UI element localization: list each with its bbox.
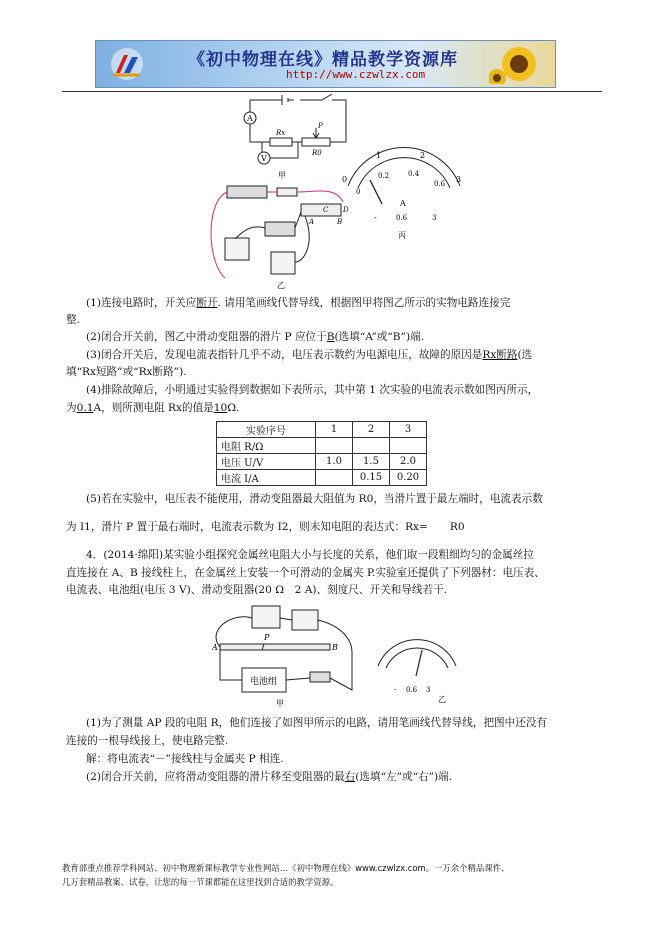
- ammeter-symbol-label: A: [247, 114, 253, 123]
- footer-line-1: 教育部重点推荐学科网站、初中物理新课标教学专业性网站…《初中物理在线》www.czwlzx.com。一万余个精品课件、: [62, 863, 510, 873]
- dial-bottom-tick-02: 0.2: [378, 172, 390, 180]
- p4-line-1: 4．(2014·绵阳)某实验小组探究金属丝电阻大小与长度的关系，他们取一段粗细均匀的金属丝拉: [86, 549, 534, 561]
- table-cell: 电流 I/A: [217, 470, 316, 486]
- p4q2-answer: 右: [344, 771, 356, 783]
- dial-unit: A: [400, 199, 406, 208]
- table-cell: 电阻 R/Ω: [217, 438, 316, 454]
- q1-line-cont: 整.: [66, 314, 80, 326]
- dial-top-tick-2: 2: [420, 151, 426, 160]
- q5-line-cont: 为 I1，滑片 P 置于最右端时，电流表示数为 I2，则未知电阻的表达式：Rx= R0: [66, 521, 465, 533]
- dial-end-3: 3: [456, 175, 462, 184]
- figure-yi-caption-2: 乙: [438, 695, 446, 704]
- dial-terminal-06: 0.6: [406, 686, 418, 694]
- table-cell: 0.15: [353, 470, 390, 486]
- table-cell: [390, 438, 427, 454]
- dial-end-0: 0: [342, 175, 348, 184]
- table-row: [217, 422, 427, 438]
- p4q2-line: (2)闭合开关前，应将滑动变阻器的滑片移至变阻器的最右(选填“左”或“右”)端.: [86, 771, 453, 783]
- q2-answer: B: [326, 331, 335, 343]
- table-cell: 1: [316, 422, 353, 438]
- dial-bottom-tick-06: 0.6: [434, 180, 446, 188]
- q4-line: (4)排除故障后，小明通过实验得到数据如下表所示，其中第 1 次实验的电流表示数如图丙所示，: [86, 384, 539, 396]
- header-url[interactable]: http://www.czwlzx.com: [286, 68, 426, 81]
- q5-line: (5)若在实验中，电压表不能使用，滑动变阻器最大阻值为 R0，当滑片置于最左端时，电流表示数: [86, 493, 543, 505]
- circuit-diagram-jia: [222, 92, 352, 182]
- figure-yi-caption: 乙: [277, 281, 285, 290]
- header-banner: [95, 40, 556, 88]
- q4-answer-current: 0.1: [76, 402, 94, 414]
- q4-line-cont: 为0.1A，则所测电阻 Rx的值是10Ω.: [66, 402, 240, 414]
- footer-line-2: 几万套精品教案、试卷，让您的每一节课都能在这里找到合适的教学资源。: [62, 877, 339, 887]
- ammeter-dial-bing: [336, 146, 466, 242]
- data-table: [216, 421, 427, 486]
- q3-line-cont: 填“Rx短路”或“Rx断路”).: [66, 366, 187, 378]
- p4-line-2: 直连接在 A、B 接线柱上，在金属丝上安装一个可滑动的金属夹 P.实验室还提供了下列器材：电压表、: [66, 567, 545, 579]
- clip-p-label: P: [264, 633, 270, 642]
- table-cell: 1.5: [353, 454, 390, 470]
- table-row: [217, 454, 427, 470]
- dial-terminal-minus: -: [374, 213, 377, 222]
- ammeter-dial-p4-yi: [372, 632, 462, 704]
- dial-terminal-06: 0.6: [396, 214, 408, 222]
- terminal-c-label: C: [323, 206, 329, 214]
- terminal-a-label: A: [212, 643, 218, 652]
- figure-jia-caption: 甲: [278, 171, 286, 180]
- sunflower-icon: [489, 44, 549, 84]
- dial-top-tick-1: 1: [376, 151, 382, 160]
- header-title: 《初中物理在线》精品教学资源库: [188, 50, 458, 70]
- dial-terminal-minus: -: [394, 686, 397, 694]
- q4-answer-resistance: 10: [213, 402, 228, 414]
- dial-terminal-3: 3: [432, 214, 437, 222]
- p4q1-line-cont: 连接的一根导线接上，使电路完整.: [66, 735, 229, 747]
- page-footer: [62, 861, 509, 889]
- r0-label: R0: [312, 149, 322, 157]
- dial-bottom-tick-04: 0.4: [408, 170, 420, 178]
- q1-answer: 断开: [196, 297, 218, 309]
- table-cell: 1.0: [316, 454, 353, 470]
- dial-bottom-tick-0: 0: [356, 188, 361, 196]
- table-cell: 0.20: [390, 470, 427, 486]
- q5-answer: R0: [449, 521, 465, 533]
- q2-line: (2)闭合开关前，图乙中滑动变阻器的滑片 P 应位于B(选填“A”或“B”)端.: [86, 331, 425, 343]
- p4-line-3: 电流表、电池组(电压 3 V)、滑动变阻器(20 Ω 2 A)、刻度尺、开关和导线若干.: [66, 584, 448, 596]
- terminal-b-label: B: [332, 643, 338, 652]
- table-cell: 实验序号: [217, 422, 316, 438]
- figure-bing-caption: 丙: [398, 231, 406, 240]
- q1-line: (1)连接电路时，开关应断开. 请用笔画线代替导线，根据图甲将图乙所示的实物电路连接完: [86, 297, 511, 309]
- terminal-d-label: D: [343, 206, 349, 214]
- dial-terminal-3: 3: [426, 686, 431, 694]
- table-cell: 3: [390, 422, 427, 438]
- real-circuit-yi: [205, 182, 355, 292]
- q3-line: (3)闭合开关后，发现电流表指针几乎不动，电压表示数约为电源电压，故障的原因是Rx断路(选: [86, 349, 533, 361]
- table-row: [217, 438, 427, 454]
- battery-label: 电池组: [250, 677, 278, 687]
- voltmeter-symbol-label: V: [261, 154, 267, 163]
- table-cell: [316, 438, 353, 454]
- circuit-figure-p4-jia: [202, 600, 367, 710]
- site-logo-icon: [110, 47, 144, 81]
- p4q1-solution: 解：将电流表“－”接线柱与金属夹 P 相连.: [86, 753, 284, 765]
- q3-answer: Rx断路: [482, 349, 518, 361]
- table-cell: 2.0: [390, 454, 427, 470]
- figure-jia-caption-2: 甲: [276, 699, 284, 708]
- terminal-a-label: A: [309, 218, 315, 226]
- table-cell: [316, 470, 353, 486]
- table-cell: 2: [353, 422, 390, 438]
- table-cell: 电压 U/V: [217, 454, 316, 470]
- slider-p-label: P: [318, 122, 323, 130]
- table-row: [217, 470, 427, 486]
- rx-label: Rx: [276, 129, 286, 137]
- terminal-b-label: B: [337, 218, 343, 226]
- table-cell: [353, 438, 390, 454]
- p4q1-line: (1)为了测量 AP 段的电阻 R，他们连接了如图甲所示的电路，请用笔画线代替导线，把图中还没有: [86, 717, 548, 729]
